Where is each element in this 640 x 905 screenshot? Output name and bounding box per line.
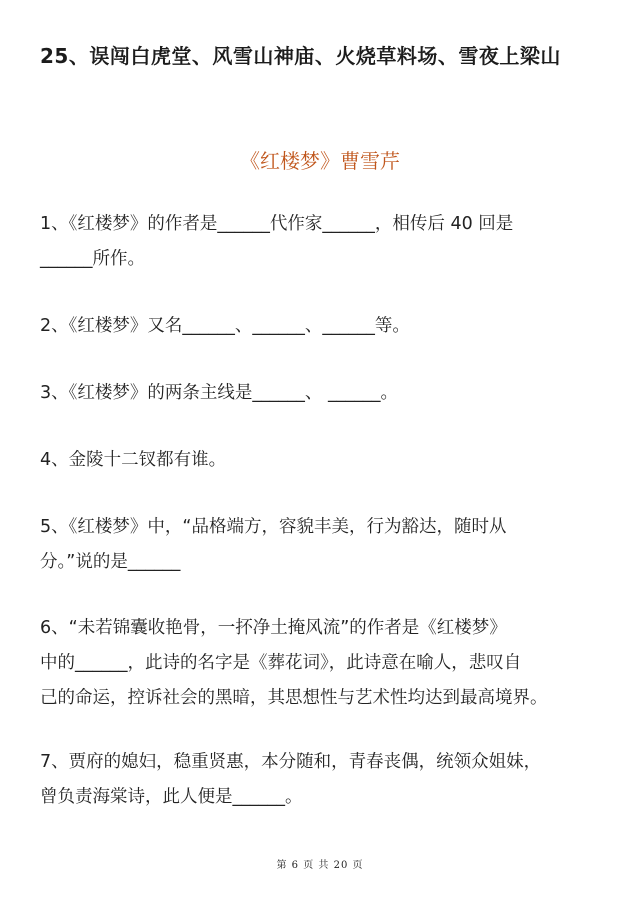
question-2 — [40, 309, 608, 344]
question-5-line-1: 5、《红楼梦》中，“品格端方，容貌丰美，行为豁达，随时从 — [40, 517, 507, 537]
question-5 — [40, 510, 608, 580]
question-6-line-1: 6、“未若锦囊收艳骨，一抔净土掩风流”的作者是《红楼梦》 — [40, 618, 507, 638]
question-7 — [40, 745, 608, 815]
question-7-line-2: 曾负责海棠诗，此人便是______。 — [40, 787, 303, 807]
question-1-line-1: 1、《红楼梦》的作者是______代作家______，相传后 40 回是 — [40, 214, 514, 234]
question-6 — [40, 611, 608, 716]
question-3 — [40, 376, 608, 411]
question-6-line-2: 中的______，此诗的名字是《葬花词》，此诗意在喻人，悲叹自 — [40, 653, 522, 673]
question-4 — [40, 443, 608, 478]
question-1 — [40, 207, 608, 277]
question-7-line-1: 7、贾府的媳妇，稳重贤惠，本分随和，青春丧偶，统领众姐妹， — [40, 752, 542, 772]
heading-item-25: 25、误闯白虎堂、风雪山神庙、火烧草料场、雪夜上梁山 — [40, 44, 561, 68]
question-2-line-1: 2、《红楼梦》又名______、______、______等。 — [40, 316, 410, 336]
question-5-line-2: 分。”说的是______ — [40, 552, 181, 572]
question-3-line-1: 3、《红楼梦》的两条主线是______、 ______。 — [40, 383, 398, 403]
page-number-footer: 第 6 页 共 20 页 — [276, 860, 364, 871]
section-title: 《红楼梦》曹雪芹 — [240, 149, 400, 173]
question-6-line-3: 己的命运，控诉社会的黑暗，其思想性与艺术性均达到最高境界。 — [40, 688, 548, 708]
question-1-line-2: ______所作。 — [40, 249, 145, 269]
question-4-line-1: 4、金陵十二钗都有谁。 — [40, 450, 227, 470]
